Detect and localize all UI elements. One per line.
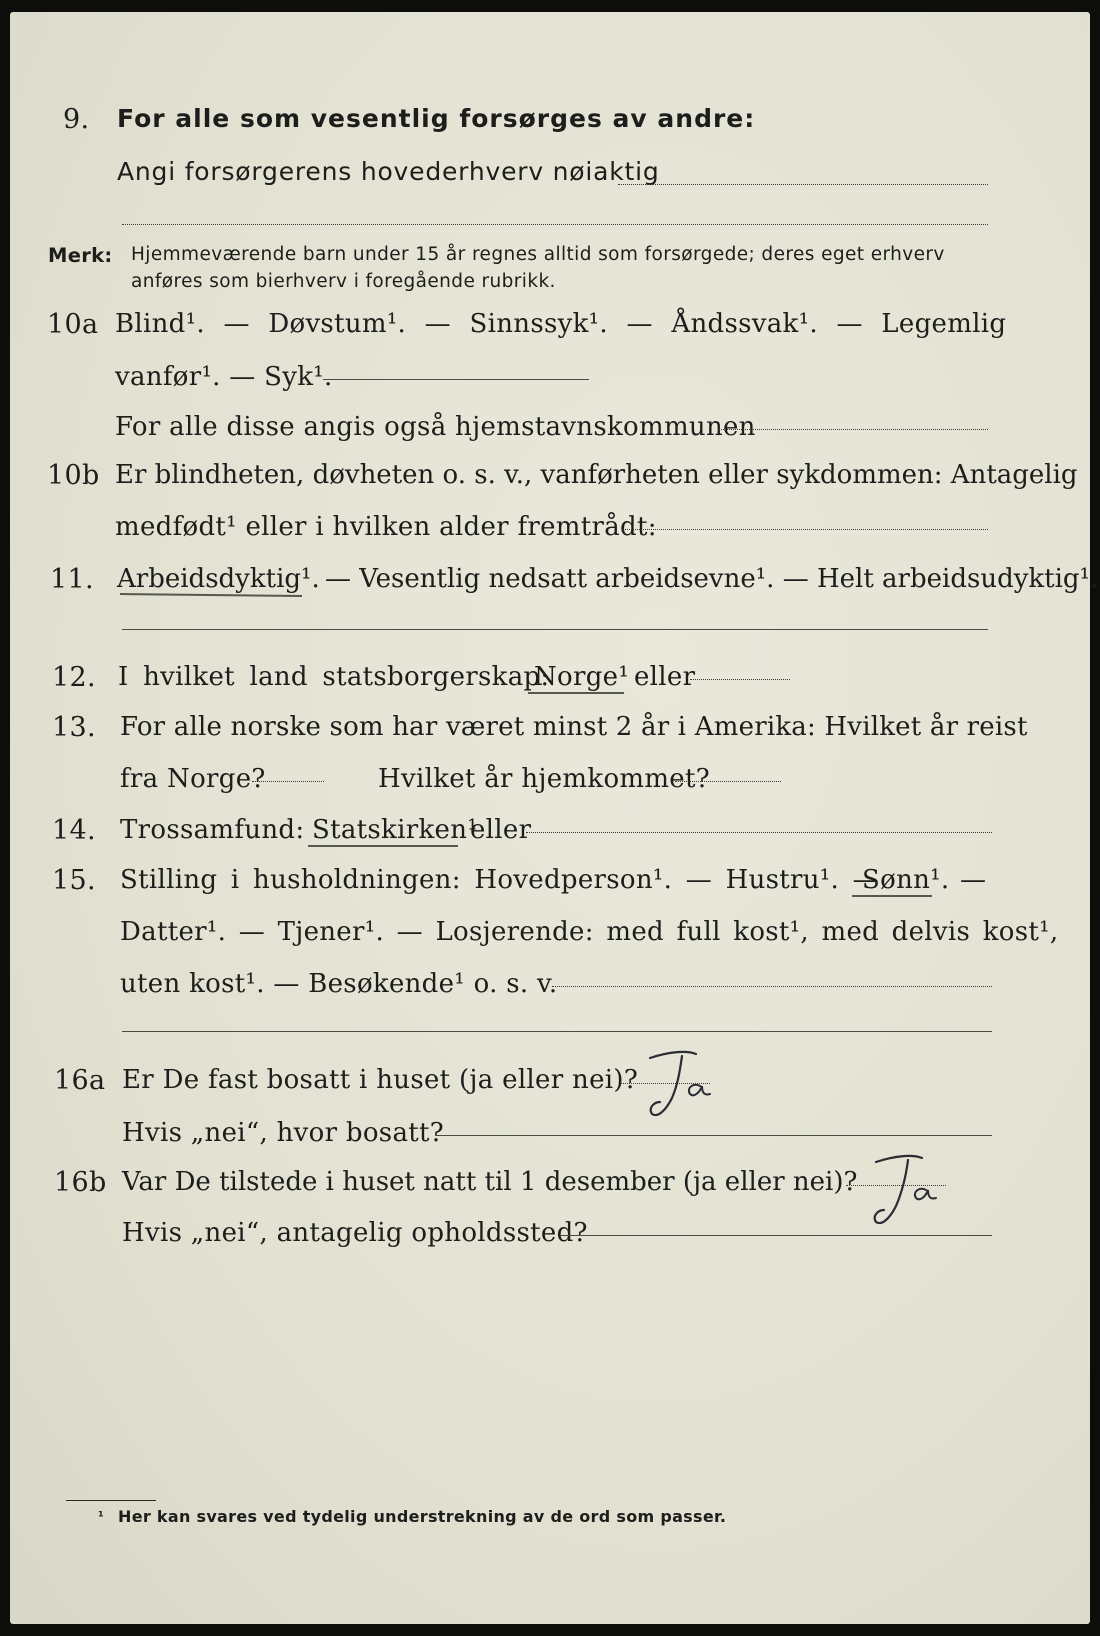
q16a-line1: Er De fast bosatt i huset (ja eller nei)?	[122, 1065, 639, 1095]
q9-line1: For alle som vesentlig forsørges av andre:	[117, 104, 756, 133]
q13-line1: For alle norske som har været minst 2 år i Amerika: Hvilket år reist	[120, 712, 1028, 742]
q14-tail: eller	[470, 815, 532, 845]
q13-line2a: fra Norge?	[120, 764, 266, 794]
q10a-line2: vanfør¹. — Syk¹.	[115, 362, 333, 392]
q10b-line1: Er blindheten, døvheten o. s. v., vanførheten eller sykdommen: Antagelig	[115, 460, 1078, 490]
q10a-line3: For alle disse angis også hjemstavnskommunen	[115, 412, 756, 442]
q15-line1b: —	[960, 865, 987, 895]
census-form-page	[10, 12, 1099, 1624]
q15-answer-line[interactable]	[552, 986, 992, 987]
q14-option-statskirken[interactable]: Statskirken¹	[312, 815, 478, 845]
q15-line2: Datter¹. — Tjener¹. — Losjerende: med full kost¹, med delvis kost¹,	[120, 917, 1059, 947]
q11-other-options: — Vesentlig nedsatt arbeidsevne¹. — Helt arbeidsudyktig¹.	[325, 564, 1099, 594]
q9-line2: Angi forsørgerens hovederhverv nøiaktig	[117, 157, 660, 186]
q10a-answer-line[interactable]	[323, 379, 589, 380]
q16a-handwritten-answer	[638, 1048, 728, 1128]
q15-line3: uten kost¹. — Besøkende¹ o. s. v.	[120, 969, 558, 999]
q16b-answer-text: Ja	[862, 1150, 863, 1151]
q15-underline-mark	[852, 895, 932, 897]
merk-line2: anføres som bierhverv i foregående rubrikk.	[131, 271, 556, 292]
merk-label: Merk:	[48, 244, 113, 267]
q10b-line2: medfødt¹ eller i hvilken alder fremtrådt:	[115, 512, 657, 542]
footnote-text: Her kan svares ved tydelig understrekning av de ord som passer.	[118, 1507, 727, 1526]
q9-number: 9.	[63, 104, 90, 135]
q16b-line1: Var De tilstede i huset natt til 1 desember (ja eller nei)?	[122, 1167, 858, 1197]
q14-answer-line[interactable]	[526, 832, 992, 833]
q14-underline-mark	[308, 845, 458, 847]
q16a-line2: Hvis „nei“, hvor bosatt?	[122, 1118, 444, 1148]
q10a-home-municipality-line[interactable]	[718, 429, 988, 430]
q16b-line2: Hvis „nei“, antagelig opholdssted?	[122, 1218, 588, 1248]
q15-line1a: Stilling i husholdningen: Hovedperson¹. — Hustru¹. —	[120, 865, 879, 895]
q11-answer-line[interactable]	[122, 629, 988, 630]
q16b-whereabouts-line[interactable]	[560, 1235, 992, 1236]
footnote-rule	[66, 1500, 156, 1501]
q14-number: 14.	[52, 815, 96, 846]
q14-text: Trossamfund:	[120, 815, 305, 845]
q12-text: I hvilket land statsborgerskap:	[118, 662, 550, 692]
merk-line1: Hjemmeværende barn under 15 år regnes alltid som forsørgede; deres eget erhverv	[131, 244, 945, 265]
q15-option-sonn[interactable]: Sønn¹.	[862, 865, 950, 895]
q10a-number: 10a	[47, 309, 99, 340]
q10b-number: 10b	[47, 460, 100, 491]
q12-answer-line[interactable]	[690, 679, 790, 680]
q13-year-left-line[interactable]	[252, 781, 324, 782]
q15-answer-line-2[interactable]	[122, 1031, 992, 1032]
q11-number: 11.	[50, 564, 94, 595]
q13-number: 13.	[52, 712, 96, 743]
q12-tail: eller	[634, 662, 696, 692]
q9-answer-line-2[interactable]	[122, 224, 988, 225]
q12-option-norge[interactable]: Norge¹	[534, 662, 630, 692]
q10b-answer-line[interactable]	[622, 529, 988, 530]
q13-year-returned-line[interactable]	[675, 781, 781, 782]
q16a-number: 16a	[54, 1065, 106, 1096]
q12-underline-mark	[528, 692, 624, 694]
q15-number: 15.	[52, 865, 96, 896]
q12-number: 12.	[52, 662, 96, 693]
q16a-answer-text: Ja	[638, 1048, 639, 1049]
footnote-mark: ¹	[98, 1510, 104, 1525]
q10a-line1: Blind¹. — Døvstum¹. — Sinnssyk¹. — Åndssvak¹. — Legemlig	[115, 309, 1007, 339]
q16a-residence-line[interactable]	[437, 1135, 992, 1136]
q13-line2b: Hvilket år hjemkommet?	[378, 764, 710, 794]
q11-option-arbeidsdyktig[interactable]: Arbeidsdyktig¹.	[117, 564, 320, 594]
q16b-handwritten-answer	[862, 1150, 952, 1235]
q16b-number: 16b	[54, 1167, 107, 1198]
q9-answer-line[interactable]	[618, 184, 988, 185]
